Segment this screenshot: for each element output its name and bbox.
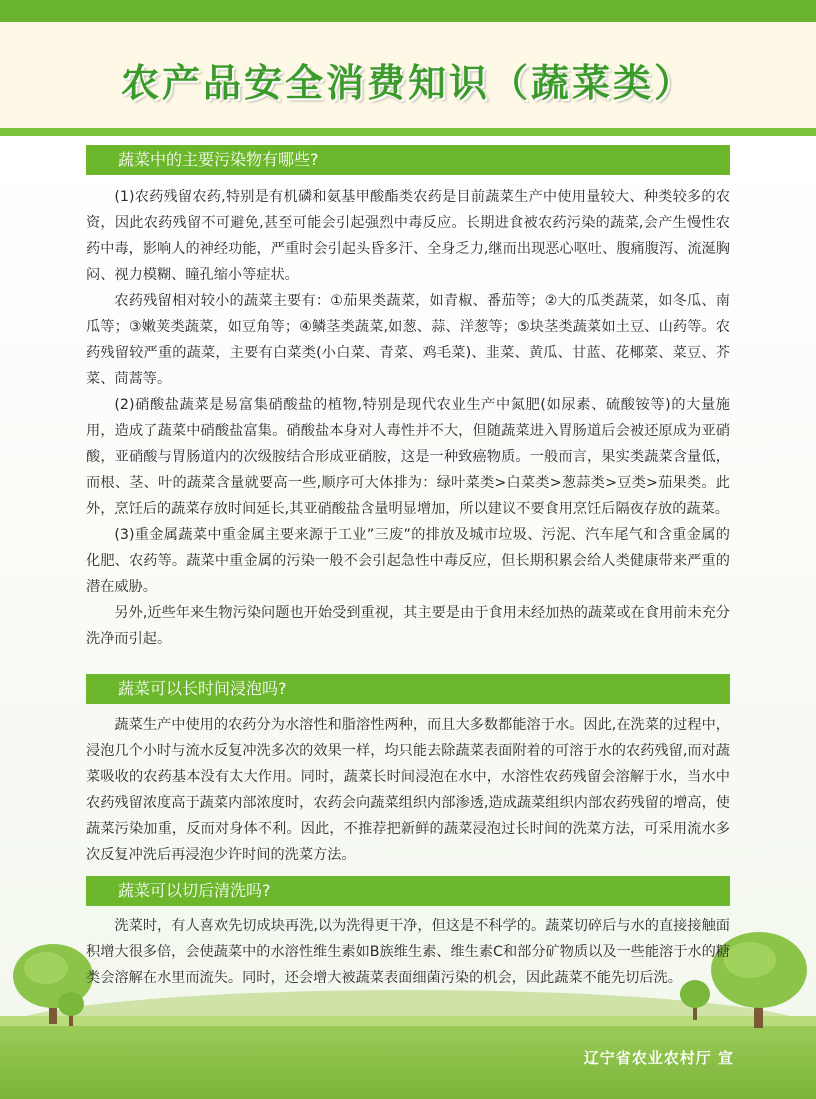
section-header-cut-wash: 蔬菜可以切后清洗吗? <box>86 876 730 906</box>
paragraph: 洗菜时，有人喜欢先切成块再洗,以为洗得更干净，但这是不科学的。蔬菜切碎后与水的直接接触面积增大很多倍，会使蔬菜中的水溶性维生素如B族维生素、维生素C和部分矿物质以及一些能溶于水的糖类会溶解在水里而流失。同时，还会增大被蔬菜表面细菌污染的机会，因此蔬菜不能先切后洗。 <box>86 918 730 986</box>
paragraph: (2)硝酸盐蔬菜是易富集硝酸盐的植物,特别是现代农业生产中氮肥(如尿素、硫酸铵等)的大量施用，造成了蔬菜中硝酸盐富集。硝酸盐本身对人毒性并不大，但随蔬菜进入胃肠道后会被还原成为亚硝酸，亚硝酸与胃肠道内的次级胺结合形成亚硝胺，这是一种致癌物质。一般而言，果实类蔬菜含量低，而根、茎、叶的蔬菜含量就要高一些,顺序可大体排为：绿叶菜类>白菜类>葱蒜类>豆类>茄果类。此外，烹饪后的蔬菜存放时间延长,其亚硝酸盐含量明显增加，所以建议不要食用烹饪后隔夜存放的蔬菜。 <box>86 397 730 517</box>
paragraph: 农药残留相对较小的蔬菜主要有：①茄果类蔬菜，如青椒、番茄等；②大的瓜类蔬菜，如冬瓜、南瓜等；③嫩荚类蔬菜，如豆角等；④鳞茎类蔬菜,如葱、蒜、洋葱等；⑤块茎类蔬菜如土豆、山药等。农药残留较严重的蔬菜，主要有白菜类(小白菜、青菜、鸡毛菜)、韭菜、黄瓜、甘蓝、花椰菜、菜豆、芥菜、茼蒿等。 <box>86 293 730 387</box>
paragraph: 另外,近些年来生物污染问题也开始受到重视，其主要是由于食用未经加热的蔬菜或在食用前未充分洗净而引起。 <box>86 605 730 647</box>
section-header-soaking: 蔬菜可以长时间浸泡吗? <box>86 674 730 704</box>
section-body-pollutants <box>86 184 730 652</box>
section-header-pollutants: 蔬菜中的主要污染物有哪些? <box>86 145 730 175</box>
title-underline <box>0 128 816 136</box>
section-body-cut-wash <box>86 913 730 991</box>
paragraph: (1)农药残留农药,特别是有机磷和氨基甲酸酯类农药是目前蔬菜生产中使用量较大、种类较多的农资，因此农药残留不可避免,甚至可能会引起强烈中毒反应。长期进食被农药污染的蔬菜,会产生慢性农药中毒，影响人的神经功能，严重时会引起头昏多汗、全身乏力,继而出现恶心呕吐、腹痛腹泻、流涎胸闷、视力模糊、瞳孔缩小等症状。 <box>86 189 730 283</box>
tree-icon <box>56 990 86 1026</box>
footer-publisher: 辽宁省农业农村厅 宣 <box>583 1049 734 1067</box>
page-title: 农产品安全消费知识（蔬菜类） <box>120 61 695 105</box>
paragraph: 蔬菜生产中使用的农药分为水溶性和脂溶性两种，而且大多数都能溶于水。因此,在洗菜的过程中，浸泡几个小时与流水反复冲洗多次的效果一样，均只能去除蔬菜表面附着的可溶于水的农药残留,而对蔬菜吸收的农药基本没有太大作用。同时，蔬菜长时间浸泡在水中，水溶性农药残留会溶解于水，当水中农药残留浓度高于蔬菜内部浓度时，农药会向蔬菜组织内部渗透,造成蔬菜组织内部农药残留的增高，使蔬菜污染加重，反而对身体不利。因此，不推荐把新鲜的蔬菜浸泡过长时间的洗菜方法，可采用流水多次反复冲洗后再浸泡少许时间的洗菜方法。 <box>86 717 730 863</box>
paragraph: (3)重金属蔬菜中重金属主要来源于工业”三废”的排放及城市垃圾、污泥、汽车尾气和含重金属的化肥、农药等。蔬菜中重金属的污染一般不会引起急性中毒反应，但长期积累会给人类健康带来严重的潜在威胁。 <box>86 527 730 595</box>
top-bar <box>0 0 816 22</box>
section-body-soaking <box>86 712 730 868</box>
